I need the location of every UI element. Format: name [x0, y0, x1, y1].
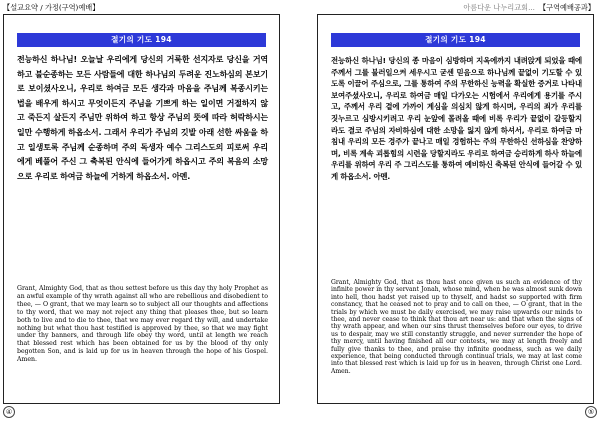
right-page-number: ⑤ — [585, 406, 597, 418]
left-korean-prayer: 전능하신 하나님! 오늘날 우리에게 당신의 거룩한 선지자로 당신을 거역하고 불순종하는 모든 사람들에 대한 하나님의 두려운 진노하심의 본보기로 보이셨사오니, 우리로 하여금 모든 생각과 마음을 주님께 복종시키는 법을 배우게 하시고 무엇이든지 주님을 기쁘게 하는 일이면 거절하지 않고 죽든지 살든지 주님만 위하여 하고 항상 주님의 뜻에 따라 허락하시는 일만 수행하게 하옵소서. 그래서 우리가 주님의 깃발 아래 선한 싸움을 하고 일생토록 주님께 순종하며 주의 독생자 예수 그리스도의 피로써 우리에게 베풀어 주신 그 축복된 안식에 들어가게 하옵시고 주의 복음의 소망으로 우리로 하여금 하늘에 거하게 하옵소서. 아멘. — [17, 55, 268, 181]
left-page — [3, 14, 280, 404]
header-right — [463, 3, 595, 13]
right-page-title: 절기의 기도 194 — [331, 33, 580, 47]
left-page-number: ④ — [3, 406, 15, 418]
header-left-label: 【설교요약 / 가정(구역)예배】 — [3, 3, 100, 12]
right-korean-prayer: 전능하신 하나님! 당신의 종 마음이 심방하며 지옥에까지 내려앉게 되었을 때에 주께서 그를 불러일으켜 세우시고 굳센 믿음으로 하나님께 끝없이 기도할 수 있도록 이끌어 주심으로, 그를 통하여 주의 무한하신 능력을 확실한 증거로 나타내 보여주셨사오니, 우리로 하여금 매일 다가오는 시험에서 우리에게 용기를 주시고, 주께서 우리 곁에 가까이 계심을 의심치 않게 하시며, 우리의 죄가 우리를 짓누르고 심방시키려고 우리 눈앞에 몰려올 때에 비록 우리가 끝없이 갈등할지라도 결코 주님의 자비하심에 대한 소망을 잃지 않게 하셔서, 우리로 하여금 마침내 우리의 모든 경주가 끝나고 매일 경험하는 주의 무한하신 선하심을 찬양하며, 비록 계속 괴롭힘의 시련을 당할지라도 우리로 하여금 승리하게 하사 하늘에 우리를 위하여 우리 주 그리스도를 통하여 예비하신 축복된 안식에 들어갈 수 있게 하옵소서. 아멘. — [331, 56, 582, 181]
header-right-label: 【구역예배공과】 — [538, 3, 595, 12]
left-page-title: 절기의 기도 194 — [17, 33, 266, 47]
header-site-name: 아름다운 나누리교회... — [463, 3, 535, 12]
left-english-prayer: Grant, Almighty God, that as thou settest before us this day thy holy Prophet as an awful example of thy wrath against all who are rebellious and disobedient to thee, — O grant, that we may learn so to subject all our thoughts and affections to thy word, that we may not reject any thing that pleases thee, but so learn both to live and to die to thee, that we may ever regard thy will, and undertake nothing but what thou hast testified is approved by thee, so that we may fight under thy banners, and through life obey thy word, until at length we reach that blessed rest which has been obtained for us by the blood of thy only begotten Son, and is laid up for us in heaven through the hope of his Gospel. Amen. — [17, 285, 268, 364]
right-page — [317, 14, 594, 404]
right-english-prayer: Grant, Almighty God, that as thou hast once given us such an evidence of thy infinite power in thy servant Jonah, whose mind, when he was almost sunk down into hell, thou hadst yet raised up to thyself, and hadst so supported with firm constancy, that he ceased not to pray and to call on thee, — O grant, that in the trials by which we must be daily exercised, we may raise upwards our minds to thee, and never cease to think that thou art near us: and that when the signs of thy wrath appear, and when our sins thrust themselves before our eyes, to drive us to despair, may we still constantly struggle, and never surrender the hope of thy mercy, until having finished all our contests, we may at length freely and fully give thanks to thee, and praise thy infinite goodness, such as we daily experience, that being conducted through continual trials, we may at last come into that blessed rest which is laid up for us in heaven, through Christ one Lord. Amen. — [331, 279, 582, 375]
